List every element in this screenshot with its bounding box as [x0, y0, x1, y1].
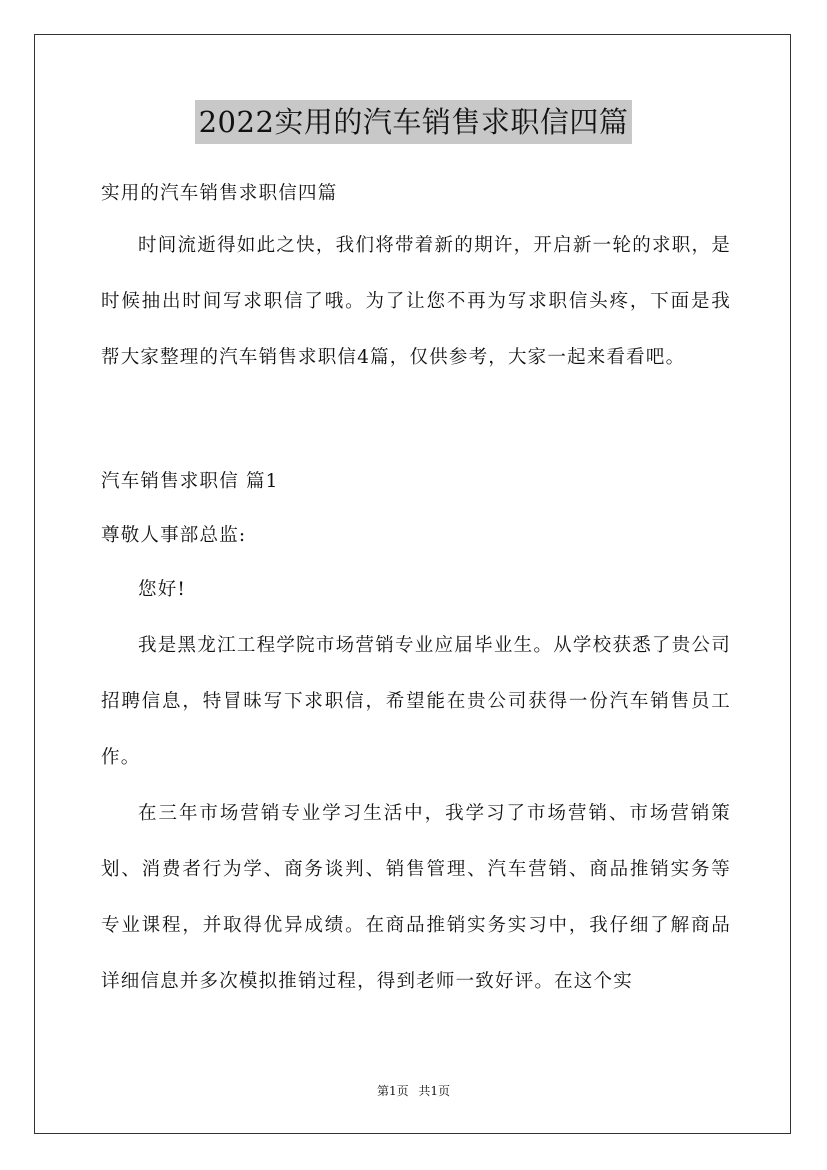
- salutation: 尊敬人事部总监:: [101, 525, 247, 546]
- page-total: 共1页: [418, 1084, 451, 1098]
- body-paragraph: 在三年市场营销专业学习生活中，我学习了市场营销、市场营销策划、消费者行为学、商务谈判、销售管理、汽车营销、商品推销实务等专业课程，并取得优异成绩。在商品推销实务实习中，我仔细了解商品详细信息并多次模拟推销过程，得到老师一致好评。在这个实: [101, 803, 731, 992]
- document-title: 2022实用的汽车销售求职信四篇: [195, 100, 633, 144]
- body-paragraph: 我是黑龙江工程学院市场营销专业应届毕业生。从学校获悉了贵公司招聘信息，特冒昧写下求职信，希望能在贵公司获得一份汽车销售员工作。: [101, 635, 731, 768]
- intro-paragraph: 时间流逝得如此之快，我们将带着新的期许，开启新一轮的求职，是时候抽出时间写求职信了哦。为了让您不再为写求职信头疼，下面是我帮大家整理的汽车销售求职信4篇，仅供参考，大家一起来看看吧。: [101, 235, 731, 368]
- page-footer: [0, 1082, 827, 1099]
- page-number: 第1页: [376, 1084, 409, 1098]
- document-subtitle: 实用的汽车销售求职信四篇: [101, 183, 338, 204]
- section-heading: 汽车销售求职信 篇1: [101, 471, 279, 492]
- greeting: 您好!: [138, 579, 187, 600]
- document-body: [101, 176, 731, 1010]
- title-container: [0, 100, 827, 144]
